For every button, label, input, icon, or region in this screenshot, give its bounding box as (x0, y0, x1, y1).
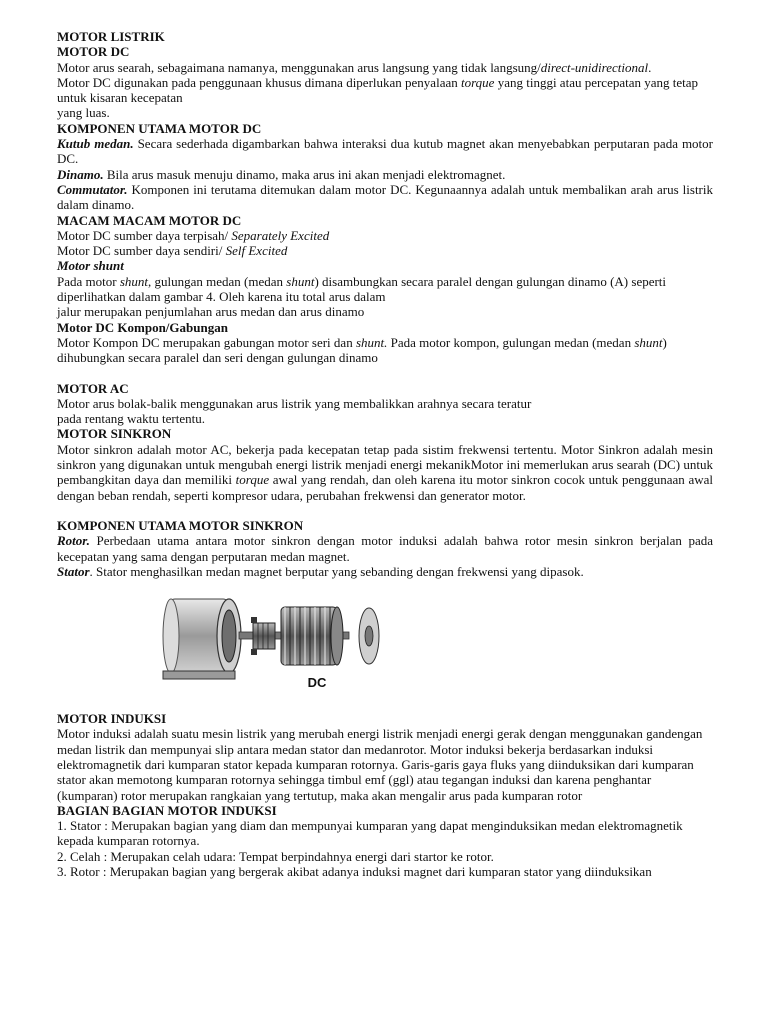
italic-run: direct-unidirectional (540, 59, 649, 75)
dc-motor-figure (57, 585, 713, 697)
paragraph-dinamo (57, 167, 713, 182)
paragraph-shunt-1 (57, 274, 713, 305)
paragraph-dc-intro-1 (57, 60, 713, 75)
italic-run: shunt (286, 273, 315, 289)
italic-run: Separately Excited (231, 227, 330, 243)
term-commutator: Commutator. (57, 181, 128, 197)
paragraph-dc-intro-2 (57, 75, 713, 106)
list-item-type-1 (57, 228, 713, 243)
text-run: awal yang rendah, dan oleh karena itu motor sinkron cocok untuk penggunaan awal dengan beban rendah, seperti kompresor udara, perubahan frekwensi dan generator motor. (57, 472, 713, 503)
section-heading-motor-ac: MOTOR AC (57, 380, 129, 396)
end-plate (359, 608, 379, 664)
document-page (57, 29, 713, 879)
paragraph-sinkron (57, 442, 713, 503)
text-run: , gulungan medan (medan (148, 273, 287, 289)
paragraph-commutator (57, 182, 713, 213)
list-item-part-3: 3. Rotor : Merupakan bagian yang bergerak akibat adanya induksi magnet dari kumparan stator yang diinduksikan (57, 864, 652, 880)
term-dinamo: Dinamo. (57, 166, 104, 182)
paragraph-kompon (57, 335, 713, 366)
italic-run: torque (235, 472, 270, 488)
spacer (57, 503, 713, 518)
text-run: Pada motor kompon, gulungan medan (medan (387, 334, 635, 350)
stator-housing (163, 599, 241, 679)
paragraph-dc-intro-3: yang luas. (57, 105, 110, 121)
paragraph-ac-1: Motor arus bolak-balik menggunakan arus listrik yang membalikkan arahnya secara teratur (57, 395, 532, 411)
text-run: ) dihubungkan secara paralel dan seri dengan gulungan dinamo (57, 334, 667, 366)
text-run: ) disambungkan secara paralel dengan gulungan dinamo (A) seperti diperlihatkan dalam gambar 4. Oleh karena itu total arus dalam (57, 273, 667, 305)
text-run: Bila arus masuk menuju dinamo, maka arus ini akan menjadi elektromagnet. (103, 166, 506, 182)
text-run: Motor sinkron adalah motor AC, bekerja pada kecepatan tetap pada sistim frekwensi tertentu. Motor Sinkron adalah mesin sinkron yang digunakan untuk mengubah energi listrik menjadi energi mekanikMotor ini memerlukan arus searah (DC) untuk pembangkitan daya dan memiliki (57, 441, 713, 488)
text-run: Motor DC sumber daya sendiri/ (57, 243, 226, 259)
dc-motor-illustration (155, 585, 395, 695)
text-run: Motor arus searah, sebagaimana namanya, menggunakan arus langsung yang tidak langsung/ (57, 59, 541, 75)
paragraph-induksi: Motor induksi adalah suatu mesin listrik yang merubah energi listrik menjadi energi gerak dengan menggunakan gandengan medan listrik dan mempunyai slip antara medan stator dan medanrotor. Motor induksi bekerja berdasarkan induksi elektromagnetik dari kumparan stator kepada kumparan rotornya. Garis-garis gaya fluks yang diinduksikan dari kumparan stator akan memotong kumparan rotornya sehingga timbul emf (ggl) atau tegangan induksi dan karena penghantar (kumparan) rotor merupakan rangkaian yang tertutup, maka akan mengalir arus pada kumparan rotor (57, 726, 703, 803)
section-heading-macam-dc: MACAM MACAM MOTOR DC (57, 212, 242, 228)
section-heading-komponen-sinkron: KOMPONEN UTAMA MOTOR SINKRON (57, 517, 304, 533)
subheading-motor-shunt (57, 258, 713, 273)
text-run: Motor DC digunakan pada penggunaan khusus dimana diperlukan penyalaan (57, 74, 461, 90)
paragraph-stator (57, 564, 713, 579)
term-stator: Stator (57, 563, 90, 579)
text-run: Perbedaan utama antara motor sinkron dengan motor induksi adalah bahwa rotor mesin sinkron berjalan pada kecepatan yang sama dengan perputaran medan magnet. (57, 533, 713, 564)
text-run: Motor Kompon DC merupakan gabungan motor seri dan (57, 334, 356, 350)
text-run: Komponen ini terutama ditemukan dalam motor DC. Kegunaannya adalah untuk membalikan arah arus listrik dalam dinamo. (57, 181, 713, 213)
doc-title: MOTOR LISTRIK (57, 29, 165, 44)
commutator (253, 623, 275, 649)
paragraph-ac-2: pada rentang waktu tertentu. (57, 411, 205, 427)
text-run: . (648, 59, 652, 75)
section-heading-komponen-dc: KOMPONEN UTAMA MOTOR DC (57, 120, 262, 136)
paragraph-kutub-medan (57, 136, 713, 167)
section-heading-bagian-induksi: BAGIAN BAGIAN MOTOR INDUKSI (57, 802, 277, 818)
list-item-part-2: 2. Celah : Merupakan celah udara: Tempat berpindahnya energi dari startor ke rotor. (57, 848, 494, 864)
spacer (57, 366, 713, 381)
list-item-type-2 (57, 243, 713, 258)
text-run: Motor DC sumber daya terpisah/ (57, 227, 232, 243)
text-run: Secara sederhada digambarkan bahwa interaksi dua kutub magnet akan menyebabkan perputaran pada motor DC. (57, 136, 714, 167)
armature-rotor (281, 607, 343, 665)
italic-run: Motor shunt (57, 258, 124, 274)
section-heading-motor-sinkron: MOTOR SINKRON (57, 426, 172, 442)
text-run: yang tinggi atau percepatan yang tetap untuk kisaran kecepatan (57, 74, 699, 106)
section-heading-motor-induksi: MOTOR INDUKSI (57, 711, 167, 727)
italic-run: torque (460, 74, 495, 90)
term-rotor: Rotor. (57, 533, 90, 549)
text-run: . Stator menghasilkan medan magnet berputar yang sebanding dengan frekwensi yang dipasok. (89, 563, 584, 579)
brush (251, 617, 257, 623)
italic-run: shunt. (355, 334, 388, 350)
subheading-motor-kompon: Motor DC Kompon/Gabungan (57, 319, 228, 335)
text-run: Pada motor (57, 273, 120, 289)
section-heading-motor-dc: MOTOR DC (57, 44, 130, 60)
italic-run: shunt (634, 334, 663, 350)
paragraph-rotor (57, 533, 713, 564)
figure-label-dc: DC (307, 675, 327, 691)
paragraph-shunt-2: jalur merupakan penjumlahan arus medan dan arus dinamo (57, 304, 365, 320)
italic-run: shunt (119, 273, 148, 289)
list-item-part-1: 1. Stator : Merupakan bagian yang diam dan mempunyai kumparan yang dapat menginduksikan medan elektromagnetik kepada kumparan rotornya. (57, 818, 683, 849)
brush (251, 649, 257, 655)
italic-run: Self Excited (225, 243, 288, 259)
term-kutub-medan: Kutub medan. (57, 136, 134, 152)
